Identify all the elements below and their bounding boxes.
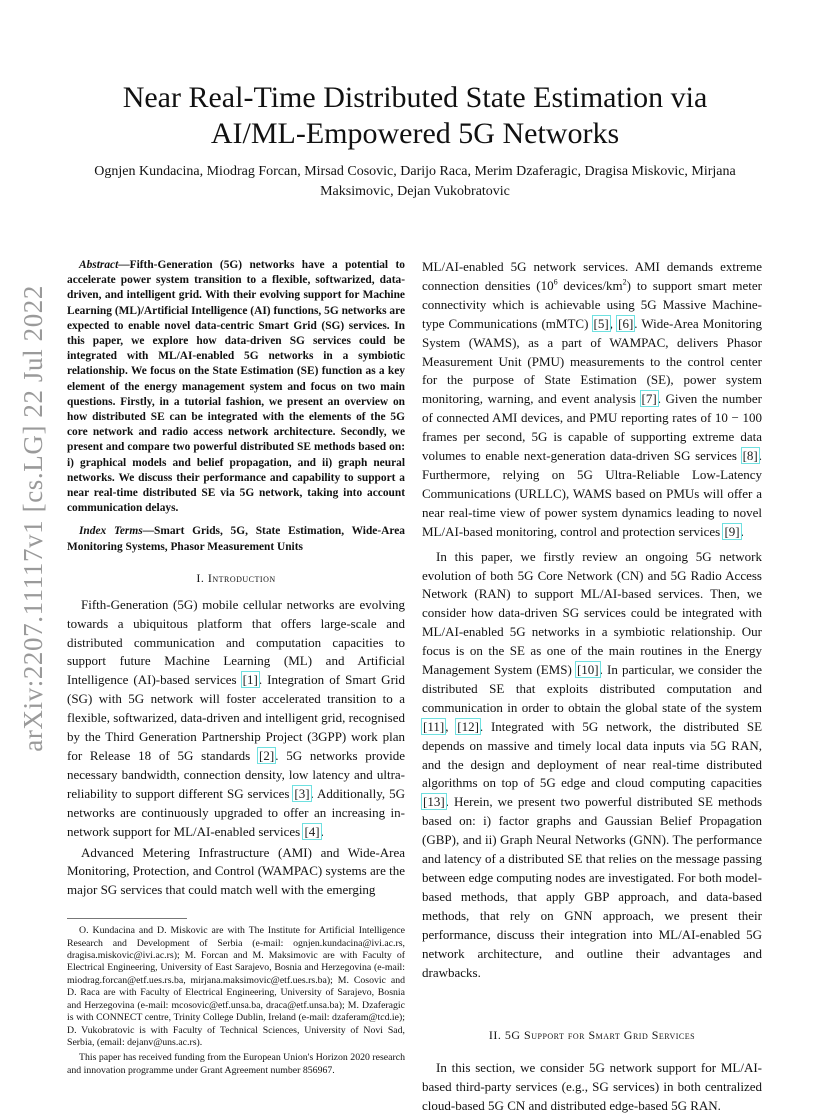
right-p2-text-e: . Herein, we present two powerful distributed SE methods based on: i) factor graphs and Gaussian Belief Propagation (GBP), and ii) Graph Neural Networks (GNN). The performance and latency of a distributed SE that relies on the message passing between edge computing nodes are investigated. For both model-based methods, that apply GBP approach, and data-based methods, that rely on GNN approach, we present their performance, discuss their integration into ML/AI-enabled 5G network architecture, and outline their advantages and drawbacks. — [422, 794, 762, 980]
citation-link[interactable]: [8] — [742, 448, 758, 464]
authors-line-1: Ognjen Kundacina, Miodrag Forcan, Mirsad Cosovic, Darijo Raca, Merim Dzaferagic, Dragisa Miskovic, Mirjana — [94, 164, 736, 179]
abstract-text: —Fifth-Generation (5G) networks have a potential to accelerate power system transition to a flexible, softwarized, data-driven, and intelligent grid. With their evolving support for Machine Learning (ML)/Artificial Intelligence (AI) functions, 5G networks are expected to enable novel data-centric Smart Grid (SG) services. In this paper, we explore how data-driven SG services could be integrated with ML/AI-enabled 5G networks in a symbiotic relationship. We focus on the State Estimation (SE) function as a key element of the energy management system and focus on two main questions. Firstly, in a tutorial fashion, we present an overview on how distributed SE can be integrated with the elements of the 5G core network and radio access network architecture. Secondly, we present and compare two powerful distributed SE methods based on: i) graphical models and belief propagation, and ii) graph neural networks. We discuss their performance and capability to support a near real-time distributed SE via 5G network, taking into account communication delays. — [67, 259, 405, 515]
right-p1-text-a: ML/AI-enabled 5G network services. AMI demands extreme connection densities (10 — [422, 259, 762, 293]
intro-p1-text-c: . 5G networks provide necessary bandwidth, connection density, low latency and ultra-reliability to support different SG services — [67, 748, 405, 801]
intro-paragraph-2: Advanced Metering Infrastructure (AMI) and Wide-Area Monitoring, Protection, and Control (WAMPAC) systems are the major SG services that could match well with the emerging — [67, 844, 405, 898]
abstract — [67, 258, 405, 516]
superscript: 6 — [553, 277, 558, 287]
citation-link[interactable]: [10] — [576, 662, 599, 678]
right-paragraph-1 — [422, 258, 762, 542]
citation-link[interactable]: [12] — [457, 718, 479, 734]
right-p1-text-h: . — [740, 523, 744, 539]
right-p2-text-a: In this paper, we firstly review an ongoing 5G network evolution of both 5G Core Network (CN) and 5G Radio Access Network (RAN) to support ML/AI-based services. Then, we consider how data-driven SG services could be integrated with ML/AI-enabled 5G networks in a symbiotic relationship. Our focus is on the SE as one of the main routines in the Energy Management System (EMS) — [422, 548, 762, 678]
citation-link[interactable]: [1] — [242, 672, 258, 688]
funding-footnote: This paper has received funding from the European Union's Horizon 2020 research and innovation programme under Grant Agreement number 856967. — [67, 1052, 405, 1076]
intro-p1-text-a: Fifth-Generation (5G) mobile cellular networks are evolving towards a ubiquitous platform that offers large-scale and distributed communication and computation capacities to support future Machine Learning (ML) and Artificial Intelligence (AI)-based services — [67, 596, 405, 688]
paper-title — [70, 80, 760, 152]
right-paragraph-2 — [422, 548, 762, 983]
right-p1-text-d: , — [609, 315, 618, 331]
title-line-1: Near Real-Time Distributed State Estimation via — [122, 81, 708, 114]
abstract-label: Abstract — [79, 259, 119, 271]
right-p2-text-c: , — [445, 718, 457, 734]
section2-paragraph-1: In this section, we consider 5G network support for ML/AI-based third-party services (e.g., SG services) in both centralized cloud-based 5G CN and distributed edge-based 5G RAN. — [422, 1060, 762, 1114]
right-p2-text-b: . In particular, we consider the distributed SE that exploits distributed computation and communication in order to obtain the global state of the system — [422, 662, 762, 715]
index-terms — [67, 524, 405, 554]
right-p1-text-e: . Wide-Area Monitoring System (WAMS), as a part of WAMPAC, delivers Phasor Measurement Unit (PMU) measurements to the control center for the purpose of State Estimation (SE), power system monitoring, warning, and event analysis — [422, 315, 762, 407]
section-heading-5g-support: II. 5G Support for Smart Grid Services — [488, 1028, 696, 1043]
intro-p1-text-e: . — [320, 823, 324, 839]
title-line-2: AI/ML-Empowered 5G Networks — [210, 117, 620, 150]
intro-p1-text-b: . Integration of Smart Grid (SG) with 5G network will foster accelerated transition to a flexible, softwarized, data-driven and intelligent grid, recognised by the Third Generation Partnership Project (3GPP) work plan for Release 18 of 5G standards — [67, 672, 406, 764]
superscript: 2 — [622, 277, 627, 287]
section-heading-introduction: I. Introduction — [196, 570, 276, 585]
citation-link[interactable]: [3] — [294, 785, 310, 801]
right-p1-text-b: devices/km — [557, 277, 623, 293]
affiliation-footnote: O. Kundacina and D. Miskovic are with The Institute for Artificial Intelligence Research and Development of Serbia (e-mail: ognjen.kundacina@ivi.ac.rs, dragisa.miskovic@ivi.ac.rs); M. Forcan and M. Maksimovic are with Faculty of Electrical Engineering, University of East Sarajevo, Bosnia and Herzegovina (e-mail: miodrag.forcan@etf.ues.rs.ba, mirjana.maksimovic@etf.ues.rs.ba); M. Cosovic and D. Raca are with Faculty of Electrical Engineering, University of Sarajevo, Bosnia and Herzegovina (e-mail: mcosovic@etf.unsa.ba, draca@etf.unsa.ba); M. Dzaferagic is with CONNECT centre, Trinity College Dublin, Ireland (e-mail: dzaferam@tcd.ie); D. Vukobratovic is with Faculty of Technical Sciences, University of Novi Sad, Serbia, (email: dejanv@uns.ac.rs). — [67, 925, 405, 1048]
citation-link[interactable]: [5] — [593, 315, 609, 331]
left-column — [67, 258, 405, 1080]
right-p1-text-c: ) to support smart meter connectivity which is achievable using 5G Massive Machine-type Communications (mMTC) — [422, 277, 762, 331]
authors-line-2: Maksimovic, Dejan Vukobratovic — [320, 184, 510, 199]
citation-link[interactable]: [9] — [724, 523, 740, 539]
right-p2-text-d: . Integrated with 5G network, the distributed SE depends on massive and timely local data inputs via 5G RAN, and the design and deployment of near real-time distributed algorithms on top of 5G edge and cloud computing capacities — [422, 718, 763, 791]
intro-p1-text-d: . Additionally, 5G networks are continuously upgraded to offer an increasing in-network support for ML/AI-enabled services — [67, 785, 405, 839]
right-p1-text-f: . Given the number of connected AMI devices, and PMU reporting rates of 10 − 100 frames per second, 5G is capable of supporting extreme data volumes to enable next-generation data-driven SG services — [422, 391, 762, 464]
footnote-divider — [67, 918, 187, 919]
right-p1-text-g: . Furthermore, relying on 5G Ultra-Reliable Low-Latency Communications (URLLC), WAMS based on PMUs will offer a near real-time view of power system dynamics leading to novel ML/AI-based monitoring, control and protection services — [422, 448, 762, 539]
intro-paragraph-1 — [67, 596, 405, 842]
right-column — [422, 258, 762, 1118]
citation-link[interactable]: [11] — [423, 718, 445, 734]
citation-link[interactable]: [13] — [423, 794, 445, 810]
author-list — [60, 162, 770, 202]
arxiv-id-text: arXiv:2207.11117v1 [cs.LG] 22 Jul 2022 — [17, 284, 48, 752]
citation-link[interactable]: [4] — [304, 823, 320, 839]
citation-link[interactable]: [6] — [618, 315, 634, 331]
index-terms-text: —Smart Grids, 5G, State Estimation, Wide-Area Monitoring Systems, Phasor Measurement Units — [67, 525, 405, 553]
citation-link[interactable]: [2] — [259, 748, 275, 764]
citation-link[interactable]: [7] — [641, 391, 657, 407]
arxiv-identifier-stamp — [10, 268, 56, 768]
index-terms-label: Index Terms — [79, 525, 143, 538]
